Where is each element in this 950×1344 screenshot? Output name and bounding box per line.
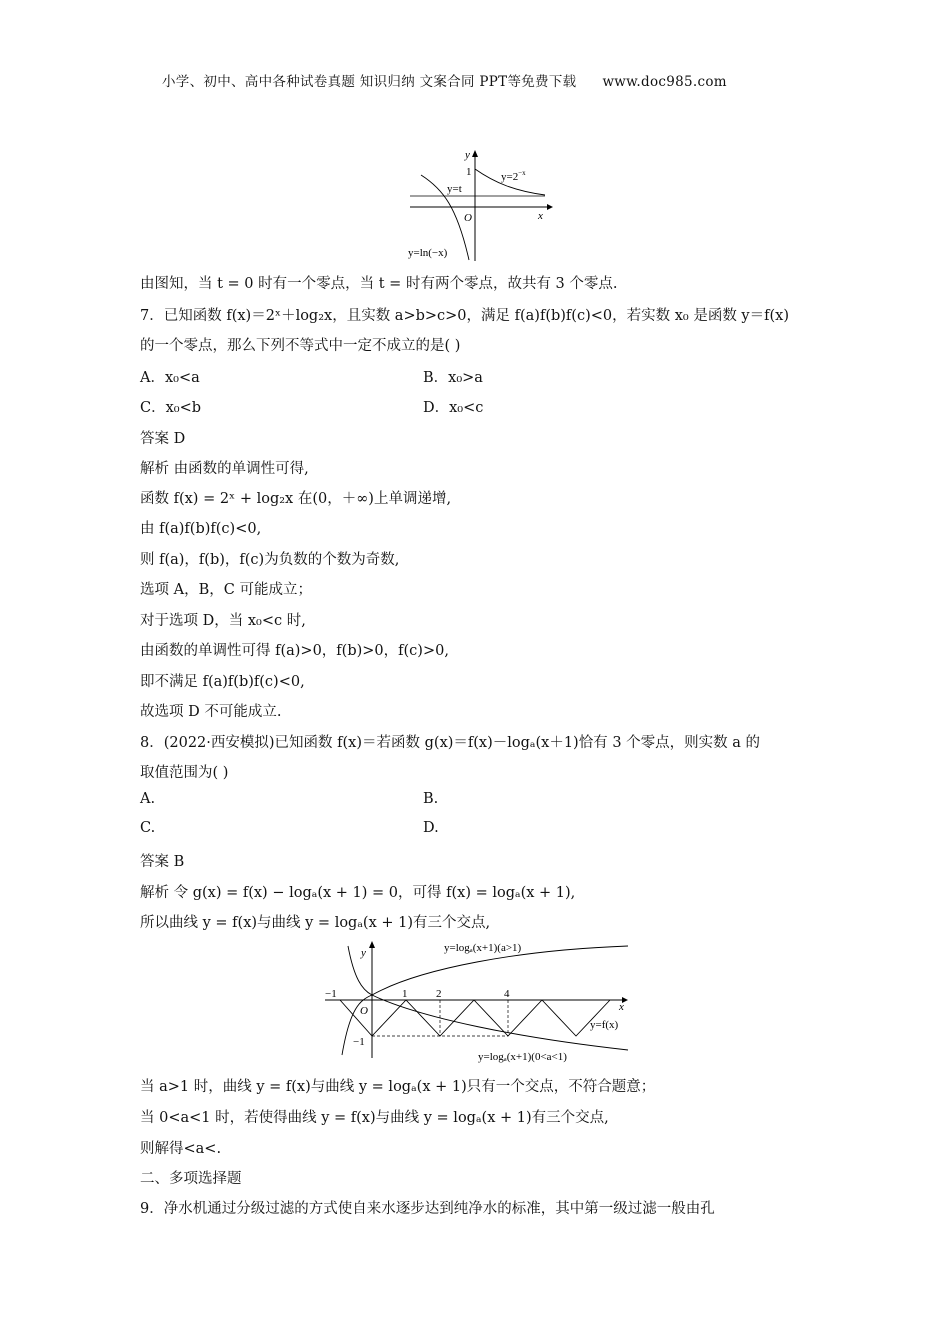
q7-option-a: A．x₀<a [140,370,200,386]
fig1-x-label: x [538,210,543,222]
fig2-tick-neg1-y: −1 [353,1036,365,1048]
figure-2-graph [320,938,635,1068]
q8-analysis-2: 所以曲线 y = f(x)与曲线 y = logₐ(x + 1)有三个交点, [140,915,491,931]
q7-analysis-6: 对于选项 D，当 x₀<c 时, [140,613,306,629]
fig1-label-exp: $y=2^{-x}$ [501,169,526,183]
fig2-tick-4: 4 [504,988,510,1000]
q8-stem-line2: 取值范围为( ) [140,765,229,781]
fig1-y-arrow [472,150,478,157]
fig2-label-f: y=f(x) [590,1019,619,1031]
page-header [162,70,727,90]
fig2-y-arrow [369,941,375,948]
q9-stem-line1: 9．净水机通过分级过滤的方式使自来水逐步达到纯净水的标准，其中第一级过滤一般由孔 [140,1201,715,1217]
fig2-tick-2: 2 [436,988,442,1000]
q7-answer: 答案 D [140,431,186,447]
q8-answer: 答案 B [140,854,185,870]
figure-1-graph [405,145,555,265]
q7-option-b: B．x₀>a [423,370,483,386]
fig2-tick-1: 1 [402,988,408,1000]
fig1-tick-1: 1 [466,166,472,178]
q7-stem-line1: 7．已知函数 f(x)＝2ˣ＋log₂x，且实数 a>b>c>0，满足 f(a)f(b)f(c)<0，若实数 x₀ 是函数 y＝f(x) [140,308,789,324]
q6-conclusion: 由图知，当 t = 0 时有一个零点，当 t = 时有两个零点，故共有 3 个零点. [140,276,618,292]
fig2-label-upper: y=logₐ(x+1)(a>1) [444,942,522,954]
fig2-f-zigzag [372,1000,610,1036]
q7-analysis-5: 选项 A，B，C 可能成立； [140,582,312,598]
header-site: www.doc985.com [602,74,727,90]
q8-option-a: A. [140,791,156,807]
q8-analysis-5: 则解得<a<. [140,1141,222,1157]
fig1-x-arrow [547,204,553,210]
q7-analysis-2: 函数 f(x) = 2ˣ + log₂x 在(0，＋∞)上单调递增, [140,491,452,507]
fig1-origin: O [464,212,472,224]
q8-analysis-3: 当 a>1 时，曲线 y = f(x)与曲线 y = logₐ(x + 1)只有一个交点，不符合题意； [140,1079,656,1095]
q7-stem-line2: 的一个零点，那么下列不等式中一定不成立的是( ) [140,338,461,354]
fig1-y-label: y [465,149,470,161]
fig2-origin: O [360,1005,368,1017]
q8-analysis-4: 当 0<a<1 时，若使得曲线 y = f(x)与曲线 y = logₐ(x + 1)有三个交点, [140,1110,609,1126]
fig2-y-label: y [361,947,366,959]
q7-analysis-1: 解析 由函数的单调性可得, [140,461,309,477]
q7-option-c: C．x₀<b [140,400,202,416]
fig2-curve-log-lower [348,946,628,1050]
q7-analysis-8: 即不满足 f(a)f(b)f(c)<0, [140,674,305,690]
fig2-label-lower: y=logₐ(x+1)(0<a<1) [478,1051,567,1063]
q8-option-b: B. [423,791,439,807]
header-text: 小学、初中、高中各种试卷真题 知识归纳 文案合同 PPT等免费下载 [162,74,577,90]
q8-analysis-1: 解析 令 g(x) = f(x) − logₐ(x + 1) = 0，可得 f(x) = logₐ(x + 1), [140,885,576,901]
fig2-x-label: x [619,1001,624,1013]
q8-option-c: C. [140,820,156,836]
q8-option-d: D. [423,820,439,836]
q7-analysis-7: 由函数的单调性可得 f(a)>0，f(b)>0，f(c)>0, [140,643,449,659]
section-title-multiple-choice: 二、多项选择题 [140,1171,242,1187]
q7-analysis-9: 故选项 D 不可能成立. [140,704,282,720]
q7-analysis-4: 则 f(a)，f(b)，f(c)为负数的个数为奇数, [140,552,400,568]
q7-analysis-3: 由 f(a)f(b)f(c)<0, [140,521,262,537]
q8-stem-line1: 8．(2022·西安模拟)已知函数 f(x)＝若函数 g(x)＝f(x)－logₐ(x＋1)恰有 3 个零点，则实数 a 的 [140,735,761,751]
fig2-tick-neg1-x: −1 [325,988,337,1000]
fig1-label-ln: y=ln(−x) [408,247,448,259]
fig1-label-t: y=t [447,183,462,195]
q7-option-d: D．x₀<c [423,400,484,416]
